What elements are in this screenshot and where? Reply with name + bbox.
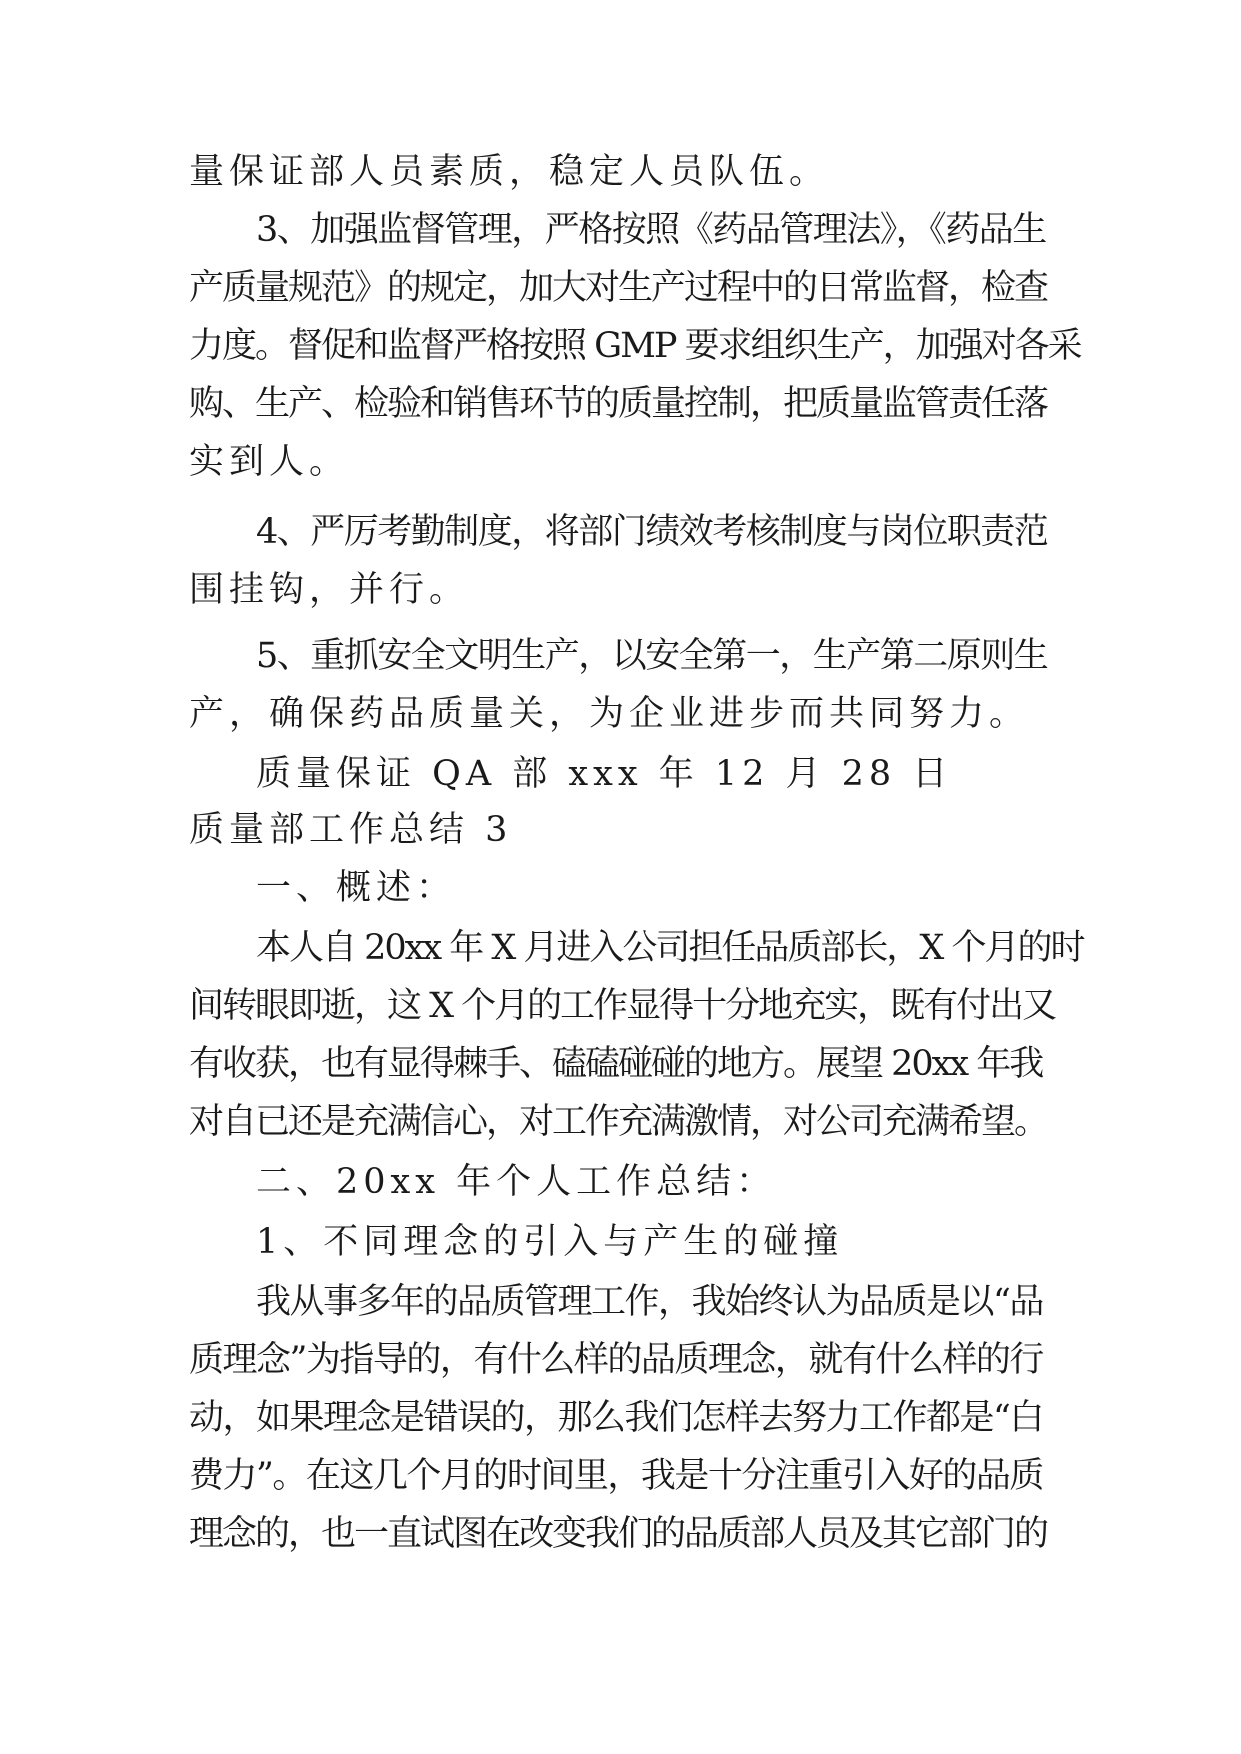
- text-line: 5、重抓安全文明生产，以安全第一，生产第二原则生: [256, 636, 1048, 676]
- text-line: 理念的，也一直试图在改变我们的品质部人员及其它部门的: [189, 1514, 1048, 1554]
- text-line: 动，如果理念是错误的，那么我们怎样去努力工作都是“白: [189, 1398, 1043, 1438]
- text-line: 对自已还是充满信心，对工作充满激情，对公司充满希望。: [189, 1102, 1048, 1142]
- text-line: 有收获，也有显得棘手、磕磕碰碰的地方。展望 20xx 年我: [189, 1044, 1043, 1084]
- text-line: 产，确保药品质量关，为企业进步而共同努力。: [189, 694, 1030, 734]
- subheading: 1、不同理念的引入与产生的碰撞: [256, 1222, 844, 1262]
- text-line: 本人自 20xx 年 X 月进入公司担任品质部长，X 个月的时: [256, 928, 1084, 968]
- text-line: 围挂钩，并行。: [189, 570, 470, 610]
- section-heading: 质量部工作总结 3: [189, 810, 513, 850]
- text-line: 我从事多年的品质管理工作，我始终认为品质是以“品: [256, 1282, 1043, 1322]
- text-line: 实到人。: [189, 442, 350, 482]
- text-line: 4、严厉考勤制度，将部门绩效考核制度与岗位职责范: [256, 512, 1048, 552]
- text-line: 间转眼即逝，这 X 个月的工作显得十分地充实，既有付出又: [189, 986, 1056, 1026]
- text-line: 购、生产、检验和销售环节的质量控制，把质量监管责任落: [189, 384, 1048, 424]
- text-line: 量保证部人员素质，稳定人员队伍。: [189, 152, 830, 192]
- text-line: 力度。督促和监督严格按照 GMP 要求组织生产，加强对各采: [189, 326, 1081, 366]
- text-line: 3、加强监督管理，严格按照《药品管理法》，《药品生: [256, 210, 1046, 250]
- text-line: 费力”。在这几个月的时间里，我是十分注重引入好的品质: [189, 1456, 1043, 1496]
- subheading: 一、概述：: [256, 868, 457, 908]
- subheading: 二、20xx 年个人工作总结：: [256, 1162, 777, 1202]
- text-line: 质理念”为指导的，有什么样的品质理念，就有什么样的行: [189, 1340, 1043, 1380]
- text-line: 产质量规范》的规定，加大对生产过程中的日常监督，检查: [189, 268, 1048, 308]
- signature-line: 质量保证 QA 部 xxx 年 12 月 28 日: [256, 754, 953, 794]
